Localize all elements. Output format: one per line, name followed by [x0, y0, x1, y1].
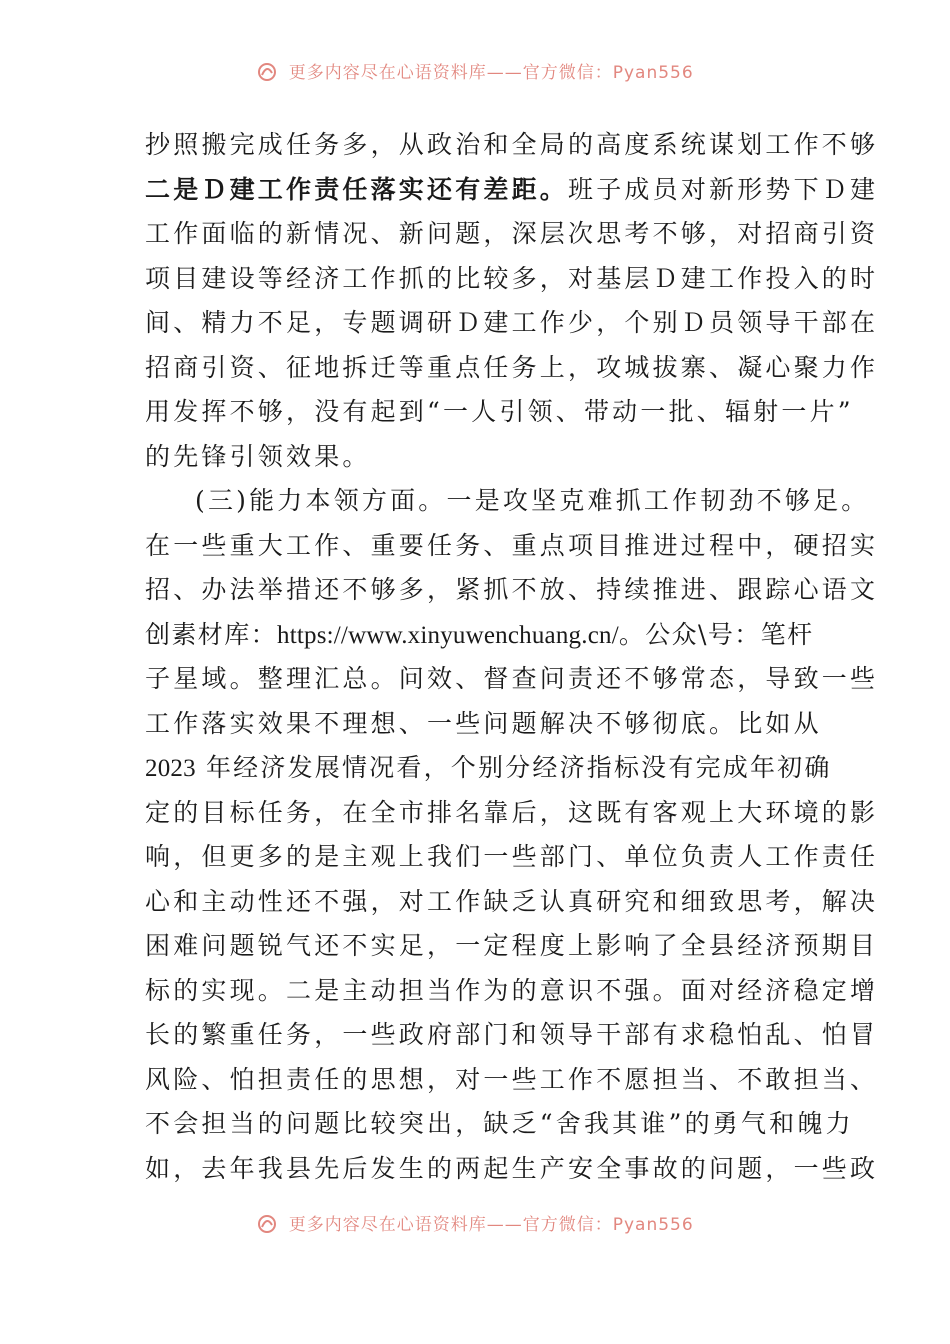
document-body [145, 123, 879, 1191]
text-line: 项目建设等经济工作抓的比较多，对基层Ｄ建工作投入的时 [145, 263, 879, 293]
text-line: 子星域。整理汇总。问效、督查问责还不够常态，导致一些 [145, 664, 879, 693]
text-line: 响，但更多的是主观上我们一些部门、单位负责人工作责任 [145, 842, 879, 871]
text-line: 抄照搬完成任务多，从政治和全局的高度系统谋划工作不够 [145, 130, 879, 159]
text-line: 风险、怕担责任的思想，对一些工作不愿担当、不敢担当、 [145, 1064, 879, 1094]
text-line: 标的实现。二是主动担当作为的意识不强。面对经济稳定增 [145, 975, 879, 1005]
year-text: 2023 [145, 755, 196, 782]
watermark-header-text: 更多内容尽在心语资料库——官方微信：Pyan556 [288, 63, 694, 83]
text-line: 2023 年经济发展情况看，个别分经济指标没有完成年初确 [145, 753, 832, 782]
text-line: 定的目标任务，在全市排名靠后，这既有客观上大环境的影 [145, 797, 879, 827]
bold-heading: 二是Ｄ建工作责任落实还有差距。 [145, 174, 569, 204]
text-line: 在一些重大工作、重要任务、重点项目推进过程中，硬招实 [145, 530, 879, 560]
text-line: 间、精力不足，专题调研Ｄ建工作少，个别Ｄ员领导干部在 [145, 308, 879, 337]
text-line: 工作落实效果不理想、一些问题解决不够彻底。比如从 [145, 708, 822, 738]
text-line-with-url: 创素材库：https://www.xinyuwenchuang.cn/。公众\号：笔杆 [145, 619, 814, 649]
brand-logo-icon [256, 61, 278, 83]
text-line: 不会担当的问题比较突出，缺乏“舍我其谁”的勇气和魄力 [145, 1109, 854, 1138]
text-line: 招商引资、征地拆迁等重点任务上，攻城拔寨、凝心聚力作 [145, 352, 879, 382]
text-line: 如，去年我县先后发生的两起生产安全事故的问题，一些政 [145, 1153, 879, 1183]
text-line: 心和主动性还不强，对工作缺乏认真研究和细致思考，解决 [145, 886, 879, 916]
text-line: 用发挥不够，没有起到“一人引领、带动一批、辐射一片” [145, 397, 854, 426]
text-line: 的先锋引领效果。 [145, 441, 371, 471]
url-text: https://www.xinyuwenchuang.cn/ [277, 621, 619, 649]
watermark-footer [0, 1210, 950, 1235]
section-heading-line: (三)能力本领方面。一是攻坚克难抓工作韧劲不够足。 [195, 486, 870, 515]
text-line: 二是Ｄ建工作责任落实还有差距。班子成员对新形势下Ｄ建 [145, 174, 879, 204]
text-line: 工作面临的新情况、新问题，深层次思考不够，对招商引资 [145, 219, 879, 248]
text-line: 招、办法举措还不够多，紧抓不放、持续推进、跟踪心语文 [145, 575, 879, 604]
text-line: 长的繁重任务，一些政府部门和领导干部有求稳怕乱、怕冒 [145, 1020, 879, 1049]
watermark-footer-text: 更多内容尽在心语资料库——官方微信：Pyan556 [288, 1215, 694, 1235]
text-line: 困难问题锐气还不实足，一定程度上影响了全县经济预期目 [145, 931, 879, 960]
watermark-header [0, 58, 950, 83]
brand-logo-icon [256, 1213, 278, 1235]
